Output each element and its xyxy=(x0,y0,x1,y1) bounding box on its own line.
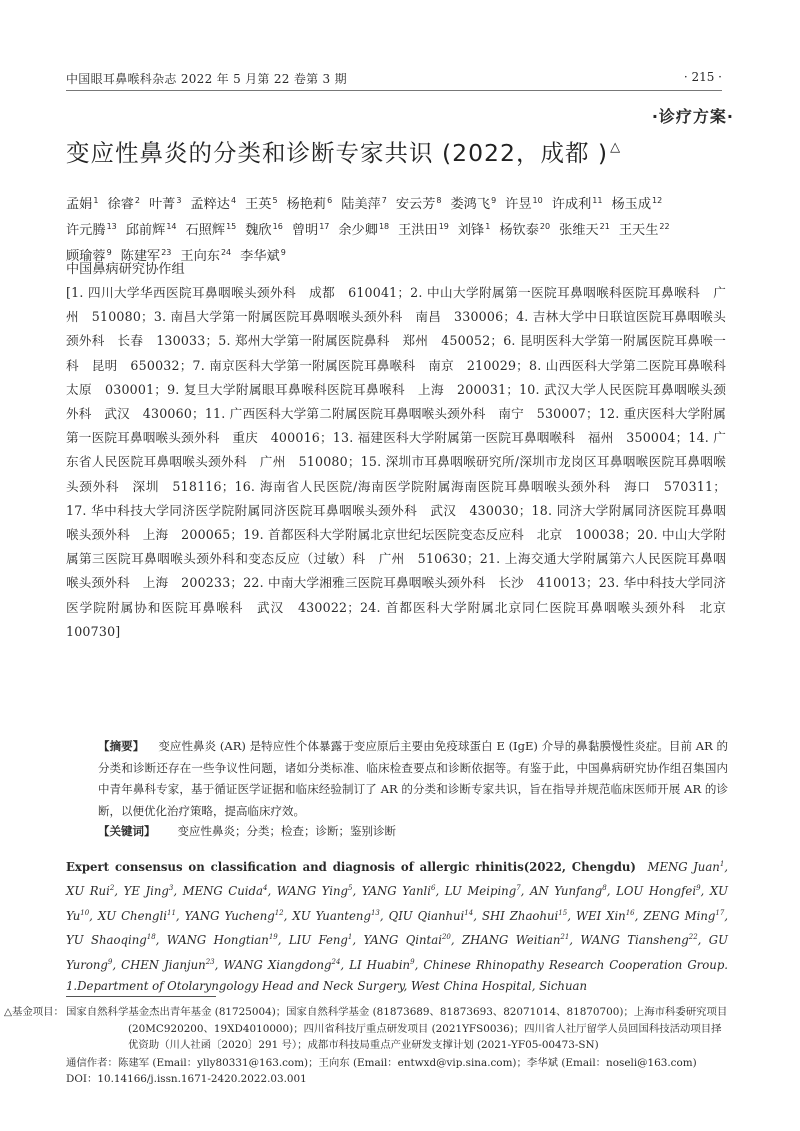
author-name: 杨钦泰 xyxy=(499,223,539,238)
english-author xyxy=(121,958,214,972)
author-name: 邱前辉 xyxy=(125,223,166,238)
author-list xyxy=(66,190,686,268)
author-name: 许昱 xyxy=(505,197,532,212)
author-name: 安云芳 xyxy=(395,197,436,212)
english-author xyxy=(124,884,174,898)
english-author-affiliation-number: 14 xyxy=(464,908,474,917)
author xyxy=(66,190,98,216)
english-author-affiliation-number: 1 xyxy=(719,860,725,868)
correspondence: 通信作者：陈建军 (Email：ylly80331@163.com)；王向东 (Email：entwxd@vip.sina.com)；李华斌 (Email：noseli@163.com) xyxy=(66,1057,697,1069)
english-author xyxy=(349,958,414,972)
author xyxy=(149,190,181,216)
author-affiliation-number: 6 xyxy=(327,196,333,205)
english-author-name: WEI Xin xyxy=(575,908,626,923)
english-author xyxy=(363,933,450,947)
author-name: 曾明 xyxy=(291,223,319,238)
english-author-name: AN Yunfang xyxy=(529,884,603,899)
english-author-name: WANG Ying xyxy=(276,884,349,899)
author xyxy=(180,242,231,268)
english-author xyxy=(98,909,176,923)
author-affiliation-number: 9 xyxy=(106,248,112,257)
author-affiliation-number: 1 xyxy=(93,196,99,205)
author-name: 叶菁 xyxy=(148,197,176,212)
author-name: 徐睿 xyxy=(107,197,134,212)
section-label: ·诊疗方案· xyxy=(651,107,734,126)
english-author-name: LU Meiping xyxy=(444,884,517,899)
author xyxy=(619,216,670,242)
english-author xyxy=(277,884,353,898)
english-author xyxy=(223,958,340,972)
english-author-name: WANG Tiansheng xyxy=(580,933,689,948)
journal-header: 中国眼耳鼻喉科杂志 2022 年 5 月第 22 卷第 3 期 xyxy=(66,72,347,86)
author-name: 顾瑜蓉 xyxy=(66,249,106,264)
author-affiliation-number: 10 xyxy=(532,196,543,205)
author xyxy=(559,216,610,242)
author-name: 王向东 xyxy=(180,249,220,264)
english-author xyxy=(462,933,569,947)
english-author-affiliation-number: 17 xyxy=(715,908,725,917)
author-name: 杨艳莉 xyxy=(286,197,327,212)
english-author-affiliation-number: 11 xyxy=(166,908,176,917)
english-author-name: WANG Hongtian xyxy=(166,933,269,948)
author xyxy=(451,190,497,216)
english-author xyxy=(66,884,114,898)
author-affiliation-number: 16 xyxy=(272,222,283,231)
english-author xyxy=(643,909,724,923)
keywords-label: 【关键词】 xyxy=(98,824,156,838)
english-author-affiliation-number: 9 xyxy=(696,884,701,893)
author-affiliation-number: 3 xyxy=(176,196,182,205)
english-author-name: MENG Juan xyxy=(647,860,720,874)
english-author-name: YE Jing xyxy=(123,884,169,899)
english-author-name: XU Yu xyxy=(66,884,729,923)
english-author-name: LI Huabin xyxy=(349,957,411,972)
english-author xyxy=(289,933,353,947)
english-author-affiliation-number: 9 xyxy=(107,957,113,966)
author-name: 陆美萍 xyxy=(341,197,381,212)
english-author-name: CHEN Jianjun xyxy=(121,957,206,972)
author xyxy=(505,190,543,216)
english-author xyxy=(616,884,700,898)
author-affiliation-number: 24 xyxy=(220,248,232,257)
page-number: · 215 · xyxy=(683,70,722,84)
author xyxy=(245,216,283,242)
author xyxy=(240,242,286,268)
english-author-affiliation-number: 15 xyxy=(558,908,568,917)
author xyxy=(338,216,389,242)
english-author-name: ZENG Ming xyxy=(643,908,716,923)
english-author xyxy=(445,884,521,898)
english-affiliation: Chinese Rhinopathy Research Cooperation Group. 1.Department of Otolaryngology Head and Neck Surgery, West China Hospital, Sichuan xyxy=(66,957,729,994)
funding-text: 国家自然科学基金杰出青年基金 (81725004)；国家自然科学基金 (81873689、81873693、82071014、81870700)；上海市科委研究项目 (20MC920200、19XD4010000)；四川省科技厅重点研发项目 (2021YFS0036)；四川省人社厅留学人员回国科技活动项目择优资助（川人社函〔2020〕291 号）；成都市科技局重点产业研发支撑计划 (2021-YF05-00473-SN) xyxy=(66,1006,728,1051)
english-author-affiliation-number: 3 xyxy=(168,884,174,893)
english-author-name: LIU Feng xyxy=(288,933,348,948)
english-author xyxy=(580,933,697,947)
english-author-name: XU Rui xyxy=(66,884,110,899)
english-author-affiliation-number: 2 xyxy=(109,884,115,893)
english-author-name: YANG Yanli xyxy=(361,884,431,899)
english-author-name: WANG Xiangdong xyxy=(223,957,332,972)
author-name: 石照辉 xyxy=(185,223,226,238)
author xyxy=(287,190,333,216)
author-name: 魏欣 xyxy=(245,223,272,238)
footnote-divider xyxy=(66,996,216,997)
author-name: 娄鸿飞 xyxy=(450,197,491,212)
english-author-name: ZHANG Weitian xyxy=(462,933,561,948)
author-affiliation-number: 2 xyxy=(134,196,140,205)
header-divider xyxy=(66,90,722,91)
author-name: 王英 xyxy=(245,197,272,212)
english-author-affiliation-number: 10 xyxy=(80,908,90,917)
english-author-affiliation-number: 5 xyxy=(348,884,353,893)
english-author xyxy=(185,909,284,923)
author-affiliation-number: 13 xyxy=(106,222,117,231)
author-name: 杨玉成 xyxy=(611,197,652,212)
english-author-name: YU Shaoqing xyxy=(66,933,147,948)
english-author xyxy=(167,933,278,947)
author-name: 孟粹达 xyxy=(190,197,230,212)
english-author xyxy=(183,884,268,898)
english-author-list: MENG Juan$^1$, XU Rui$^2$, YE Jing$^3$, MENG Cuida$^4$, WANG Ying$^5$, YANG Yanli$^6$, LU Meiping$^7$, AN Yunfang$^8$, LOU Hongfei$^9$, XU Yu$^{10}$, XU Chengli$^{11}$, YANG Yucheng$^{12}$, XU Yuanteng$^{13}$, QIU Qianhui$^{14}$, SHI Zhaohui$^{15}$, WEI Xin$^{16}$, ZENG Ming$^{17}$, YU Shaoqing$^{18}$, WANG Hongtian$^{19}$, LIU Feng$^1$, YANG Qintai$^{20}$, ZHANG Weitian$^{21}$, WANG Tiansheng$^{22}$, GU Yurong$^9$, CHEN Jianjun$^{23}$, WANG Xiangdong$^{24}$, LI Huabin$^9$, xyxy=(66,860,729,972)
author-affiliation-number: 12 xyxy=(652,196,663,205)
author-affiliation-number: 11 xyxy=(592,196,603,205)
title-text: 变应性鼻炎的分类和诊断专家共识 (2022，成都 ) xyxy=(66,139,609,167)
author-affiliation-number: 14 xyxy=(166,222,177,231)
author xyxy=(66,216,117,242)
author-affiliation-number: 9 xyxy=(280,248,286,257)
author-affiliation-number: 18 xyxy=(378,222,390,231)
author-affiliation-number: 9 xyxy=(491,196,497,205)
english-author-affiliation-number: 18 xyxy=(146,933,156,942)
english-author-affiliation-number: 13 xyxy=(370,908,380,917)
english-author-affiliation-number: 24 xyxy=(331,957,341,966)
english-author xyxy=(292,909,379,923)
author xyxy=(190,190,236,216)
author-name: 李华斌 xyxy=(240,249,280,264)
english-author-affiliation-number: 16 xyxy=(625,908,635,917)
article-title xyxy=(66,134,621,168)
author-name: 刘锋 xyxy=(457,223,485,238)
author xyxy=(458,216,490,242)
author xyxy=(396,190,442,216)
english-author-name: XU Yuanteng xyxy=(292,908,371,923)
author-name: 张维天 xyxy=(559,223,599,238)
research-group: 中国鼻病研究协作组 xyxy=(66,262,185,277)
author-affiliation-number: 17 xyxy=(319,222,330,231)
author xyxy=(186,216,237,242)
english-author-affiliation-number: 22 xyxy=(688,933,698,942)
author-affiliation-number: 1 xyxy=(485,222,491,231)
english-author-name: SHI Zhaohui xyxy=(481,908,559,923)
english-author xyxy=(362,884,436,898)
english-author-affiliation-number: 1 xyxy=(347,933,353,942)
english-abstract-header xyxy=(66,854,728,997)
author xyxy=(499,216,550,242)
author xyxy=(552,190,603,216)
author-name: 陈建军 xyxy=(120,249,161,264)
english-author xyxy=(389,909,474,923)
author-affiliation-number: 20 xyxy=(539,222,551,231)
english-author-affiliation-number: 7 xyxy=(516,884,521,893)
author-affiliation-number: 22 xyxy=(659,222,670,231)
english-author-affiliation-number: 6 xyxy=(431,884,436,893)
english-author-affiliation-number: 19 xyxy=(268,933,278,942)
author xyxy=(398,216,449,242)
english-author-affiliation-number: 23 xyxy=(205,957,215,966)
english-author-name: XU Chengli xyxy=(97,908,167,923)
author-affiliation-number: 4 xyxy=(230,196,237,205)
author-affiliation-number: 23 xyxy=(161,248,172,257)
author xyxy=(611,190,662,216)
affiliations: [1. 四川大学华西医院耳鼻咽喉头颈外科 成都 610041；2. 中山大学附属第一医院耳鼻咽喉科医院耳鼻喉科 广州 510080；3. 南昌大学第一附属医院耳鼻咽喉头颈外科 南昌 330006；4. 吉林大学中日联谊医院耳鼻咽喉头颈外科 长春 130033；5. 郑州大学第一附属医院鼻科 郑州 450052；6. 昆明医科大学第一附属医院耳鼻喉一科 昆明 650032；7. 南京医科大学第一附属医院耳鼻喉科 南京 210029；8. 山西医科大学第二医院耳鼻喉科 太原 030001；9. 复旦大学附属眼耳鼻喉科医院耳鼻喉科 上海 200031；10. 武汉大学人民医院耳鼻咽喉头颈外科 武汉 430060；11. 广西医科大学第二附属医院耳鼻咽喉头颈外科 南宁 530007；12. 重庆医科大学附属第一医院耳鼻咽喉头颈外科 重庆 400016；13. 福建医科大学附属第一医院耳鼻咽喉科 福州 350004；14. 广东省人民医院耳鼻咽喉头颈外科 广州 510080；15. 深圳市耳鼻咽喉研究所/深圳市龙岗区耳鼻咽喉医院耳鼻咽喉头颈外科 深圳 518116；16. 海南省人民医院/海南医学院附属海南医院耳鼻咽喉头颈外科 海口 570311；17. 华中科技大学同济医学院附属同济医院耳鼻咽喉头颈外科 武汉 430030；18. 同济大学附属同济医院耳鼻咽喉头颈外科 上海 200065；19. 首都医科大学附属北京世纪坛医院变态反应科 北京 100038；20. 中山大学附属第三医院耳鼻咽喉头颈外科和变态反应（过敏）科 广州 510630；21. 上海交通大学附属第六人民医院耳鼻咽喉头颈外科 上海 200233；22. 中南大学湘雅三医院耳鼻咽喉头颈外科 长沙 410013；23. 华中科技大学同济医学院附属协和医院耳鼻喉科 武汉 430022；24. 首都医科大学附属北京同仁医院耳鼻咽喉头颈外科 北京 100730] xyxy=(66,285,739,639)
author-name: 许成利 xyxy=(551,197,592,212)
english-author-affiliation-number: 8 xyxy=(602,884,607,893)
author-name: 余少卿 xyxy=(338,223,378,238)
english-author xyxy=(66,933,156,947)
english-author-affiliation-number: 20 xyxy=(441,933,451,942)
funding-note: △基金项目： 国家自然科学基金杰出青年基金 (81725004)；国家自然科学基金 (81873689、81873693、82071014、81870700)；上海市科委研究项目 (20MC920200、19XD4010000)；四川省科技厅重点研发项目 (2021YFS0036)；四川省人社厅留学人员回国科技活动项目择优资助（川人社函〔2020〕291 号）；成都市科技局重点产业研发支撑计划 (2021-YF05-00473-SN) xyxy=(4,1006,728,1051)
author-name: 王天生 xyxy=(618,223,659,238)
title-footnote-mark: △ xyxy=(610,140,622,155)
english-author-name: LOU Hongfei xyxy=(616,884,697,899)
author-name: 许元腾 xyxy=(66,223,106,238)
abstract-label: 【摘要】 xyxy=(98,739,145,753)
abstract xyxy=(98,736,728,822)
keywords xyxy=(98,823,396,839)
english-author-name: MENG Cuida xyxy=(182,884,263,899)
english-author-name: YANG Qintai xyxy=(363,933,442,948)
abstract-text: 变应性鼻炎 (AR) 是特应性个体暴露于变应原后主要由免疫球蛋白 E (IgE) 介导的鼻黏膜慢性炎症。目前 AR 的分类和诊断还存在一些争议性问题，诸如分类标准、临床检查要点和诊断依据等。有鉴于此，中国鼻病研究协作组召集国内中青年鼻科专家，基于循证医学证据和临床经验制订了 AR 的分类和诊断专家共识，旨在指导并规范临床医师开展 AR 的诊断，以便优化治疗策略，提高临床疗效。 xyxy=(98,739,728,818)
author-affiliation-number: 5 xyxy=(272,196,278,205)
english-author-affiliation-number: 4 xyxy=(262,884,268,893)
author xyxy=(341,190,387,216)
author-name: 王洪田 xyxy=(398,223,438,238)
author xyxy=(292,216,330,242)
english-author xyxy=(482,909,567,923)
english-title: Expert consensus on classification and diagnosis of allergic rhinitis(2022, Chengdu) xyxy=(66,860,636,874)
english-author-name: QIU Qianhui xyxy=(388,908,465,923)
author-affiliation-number: 19 xyxy=(438,222,449,231)
author-affiliation-number: 15 xyxy=(226,222,237,231)
english-author xyxy=(530,884,607,898)
author xyxy=(107,190,139,216)
keywords-text: 变应性鼻炎；分类；检查；诊断；鉴别诊断 xyxy=(177,824,396,838)
english-author xyxy=(576,909,635,923)
author xyxy=(245,190,277,216)
english-author-affiliation-number: 12 xyxy=(274,908,284,917)
doi: DOI：10.14166/j.issn.1671-2420.2022.03.001 xyxy=(66,1073,307,1085)
english-author-affiliation-number: 9 xyxy=(410,957,415,966)
english-author-affiliation-number: 21 xyxy=(560,933,570,942)
author-affiliation-number: 7 xyxy=(381,196,387,205)
author-affiliation-number: 8 xyxy=(436,196,442,205)
author-affiliation-number: 21 xyxy=(599,222,610,231)
english-author-name: GU Yurong xyxy=(66,933,728,972)
author xyxy=(126,216,177,242)
author-name: 孟娟 xyxy=(66,197,93,212)
english-author-name: YANG Yucheng xyxy=(184,908,275,923)
english-author xyxy=(647,860,724,874)
